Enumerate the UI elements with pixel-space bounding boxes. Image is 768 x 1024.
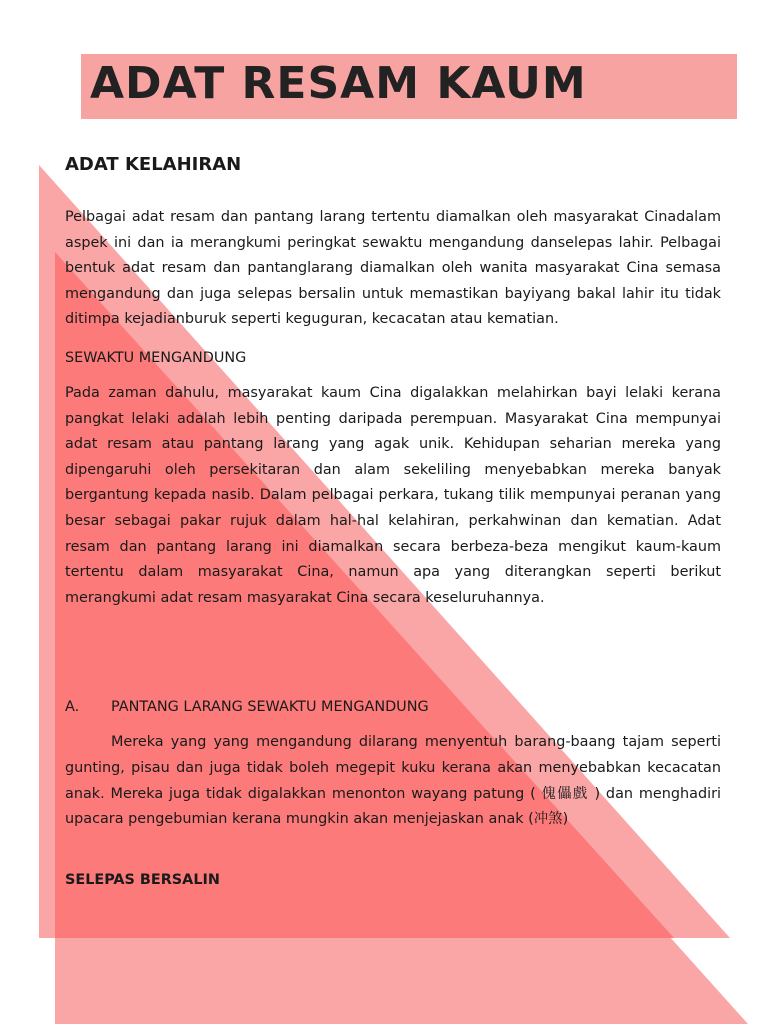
document-body [65,150,721,893]
paragraph-zaman-dahulu: Pada zaman dahulu, masyarakat kaum Cina digalakkan melahirkan bayi lelaki kerana pangkat lelaki adalah lebih penting daripada perempuan. Masyarakat Cina mempunyai adat resam atau pantang larang yang agak unik. Kehidupan seharian mereka yang dipengaruhi oleh persekitaran dan alam sekeliling menyebabkan mereka banyak bergantung kepada nasib. Dalam pelbagai perkara, tukang tilik mempunyai peranan yang besar sebagai pakar rujuk dalam hal-hal kelahiran, perkahwinan dan kematian. Adat resam dan pantang larang ini diamalkan secara berbeza-beza mengikut kaum-kaum tertentu dalam masyarakat Cina, namun apa yang diterangkan seperti berikut merangkumi adat resam masyarakat Cina secara keseluruhannya. [65,384,721,606]
section-heading: ADAT KELAHIRAN [65,154,242,175]
section-a-number: A. [65,699,80,716]
subheading-sewaktu-mengandung: SEWAKTU MENGANDUNG [65,349,247,366]
intro-paragraph: Pelbagai adat resam dan pantang larang tertentu diamalkan oleh masyarakat Cinadalam aspek ini dan ia merangkumi peringkat sewaktu mengandung danselepas lahir. Pelbagai bentuk adat resam dan pantanglarang diamalkan oleh wanita masyarakat Cina semasa mengandung dan juga selepas bersalin untuk memastikan bayiyang bakal lahir itu tidak ditimpa kejadianburuk seperti keguguran, kecacatan atau kematian. [65,209,721,328]
page-title: ADAT RESAM KAUM [90,58,587,109]
section-a-heading [65,695,721,720]
subheading-selepas-bersalin: SELEPAS BERSALIN [65,871,220,888]
section-a-paragraph: Mereka yang yang mengandung dilarang menyentuh barang-baang tajam seperti gunting, pisau dan juga tidak boleh megepit kuku kerana akan menyebabkan kecacatan anak. Mereka juga tidak digalakkan menonton wayang patung ( 傀儡戲 ) dan menghadiri upacara pengebumian kerana mungkin akan menjejaskan anak (冲煞) [65,734,721,828]
section-a-title: PANTANG LARANG SEWAKTU MENGANDUNG [111,699,429,716]
